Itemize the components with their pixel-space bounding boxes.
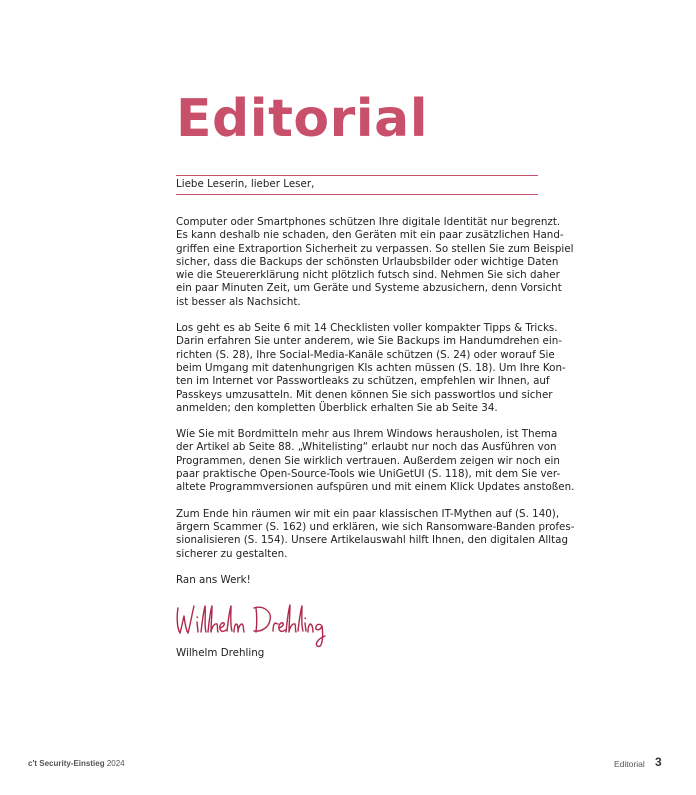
text-line: sionalisieren (S. 154). Unsere Artikelauswahl hilft Ihnen, den digitalen Alltag — [176, 534, 568, 547]
text-line: anmelden; den kompletten Überblick erhalten Sie ab Seite 34. — [176, 401, 498, 414]
paragraph-3 — [176, 428, 575, 494]
paragraph-2 — [176, 322, 566, 415]
text-line: Darin erfahren Sie unter anderem, wie Sie Backups im Handumdrehen ein- — [176, 335, 562, 348]
text-line: ten im Internet vor Passwortleaks zu schützen, empfehlen wir Ihnen, auf — [176, 375, 550, 388]
footer-magazine-info — [28, 759, 125, 769]
text-line: altete Programmversionen aufspüren und mit einem Klick Updates anstoßen. — [176, 481, 575, 494]
editorial-body — [176, 216, 575, 600]
footer-section-name: Editorial — [614, 759, 645, 769]
text-line: paar praktische Open-Source-Tools wie UniGetUI (S. 118), mit dem Sie ver- — [176, 468, 561, 481]
text-line: Ran ans Werk! — [176, 573, 251, 586]
page-title: Editorial — [176, 89, 429, 149]
paragraph-1 — [176, 216, 574, 309]
footer-year: 2024 — [106, 759, 125, 768]
text-line: ärgern Scammer (S. 162) und erklären, wie sich Ransomware-Banden profes- — [176, 520, 575, 533]
text-line: sicherer zu gestalten. — [176, 547, 288, 560]
footer-magazine-name: c't Security-Einstieg — [28, 759, 105, 768]
text-line: beim Umgang mit datenhungrigen KIs achten müssen (S. 18). Um Ihre Kon- — [176, 361, 566, 374]
text-line: der Artikel ab Seite 88. „Whitelisting“ erlaubt nur noch das Ausführen von — [176, 441, 557, 454]
signer-name: Wilhelm Drehling — [176, 647, 265, 659]
text-line: wie die Steuererklärung nicht plötzlich futsch sind. Nehmen Sie sich daher — [176, 269, 560, 282]
text-line: Computer oder Smartphones schützen Ihre digitale Identität nur begrenzt. — [176, 216, 561, 228]
text-line: Zum Ende hin räumen wir mit ein paar klassischen IT-Mythen auf (S. 140), — [176, 507, 560, 520]
text-line: Es kann deshalb nie schaden, den Geräten mit ein paar zusätzlichen Hand- — [176, 229, 564, 242]
text-line: ein paar Minuten Zeit, um Geräte und Systeme abzusichern, denn Vorsicht — [176, 282, 562, 295]
text-line: Passkeys umzusatteln. Mit denen können Sie sich passwortlos und sicher — [176, 388, 553, 401]
text-line: griffen eine Extraportion Sicherheit zu verpassen. So stellen Sie zum Beispiel — [176, 242, 574, 255]
closing-line — [176, 574, 538, 587]
page-number: 3 — [655, 755, 662, 769]
paragraph-4 — [176, 507, 575, 561]
handwritten-signature — [172, 600, 332, 650]
salutation: Liebe Leserin, lieber Leser, — [176, 178, 315, 190]
text-line: Los geht es ab Seite 6 mit 14 Checklisten voller kompakter Tipps & Tricks. — [176, 322, 558, 335]
text-line: Programmen, denen Sie wirklich vertrauen. Außerdem zeigen wir noch ein — [176, 454, 560, 467]
text-line: sicher, dass die Backups der schönsten Urlaubsbilder oder wichtige Daten — [176, 255, 559, 268]
text-line: ist besser als Nachsicht. — [176, 295, 301, 308]
text-line: Wie Sie mit Bordmitteln mehr aus Ihrem Windows herausholen, ist Thema — [176, 428, 558, 441]
title-rule-bottom — [176, 194, 538, 195]
title-rule-top — [176, 175, 538, 176]
text-line: richten (S. 28), Ihre Social-Media-Kanäle schützen (S. 24) oder worauf Sie — [176, 348, 555, 361]
